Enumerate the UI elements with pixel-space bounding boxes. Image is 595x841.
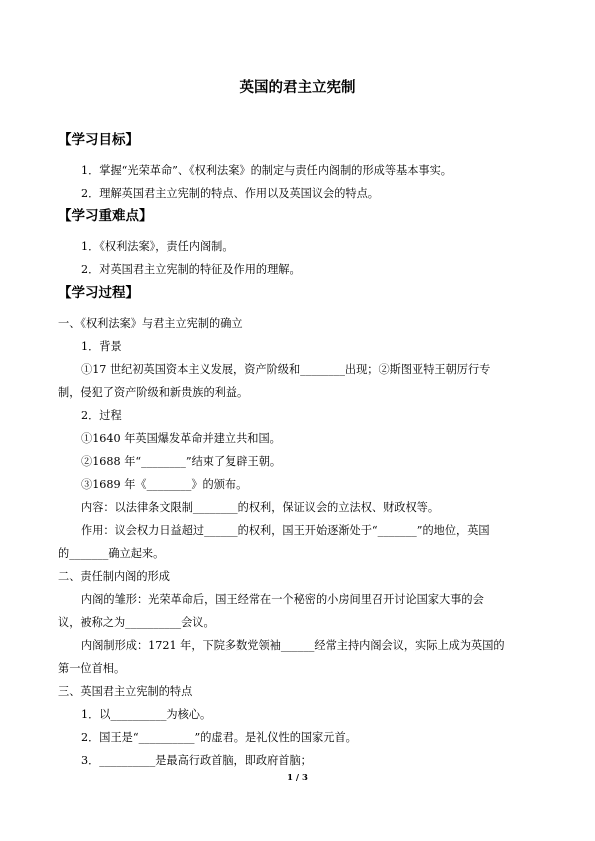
key-point-item-1: 1．《权利法案》，责任内阁制。 (81, 240, 234, 253)
page-number: 1 / 3 (287, 773, 308, 783)
cabinet-formation-line-2: 第一位首相。 (58, 662, 126, 675)
key-point-item-2: 2．对英国君主立宪制的特征及作用的理解。 (81, 263, 301, 276)
page-title: 英国的君主立宪制 (239, 80, 356, 96)
cabinet-origin-line-2: 议，被称之为__________会议。 (58, 616, 215, 629)
bill-content-line: 内容：以法律条文限制________的权利，保证议会的立法权、财政权等。 (81, 501, 440, 514)
bill-effect-line-1: 作用：议会权力日益超过______的权利，国王开始逐渐处于“_______”的地位，英国 (81, 524, 490, 537)
background-text-line-1: ①17 世纪初英国资本主义发展，资产阶级和________出现；②斯图亚特王朝厉行专 (81, 363, 491, 376)
goal-item-1: 1．掌握“光荣革命”、《权利法案》的制定与责任内阁制的形成等基本事实。 (81, 164, 452, 177)
process-step-2: ②1688 年“________”结束了复辟王朝。 (81, 455, 282, 468)
feature-item-1: 1．以__________为核心。 (81, 708, 212, 721)
part3-heading: 三、英国君主立宪制的特点 (58, 685, 193, 698)
process-label: 2．过程 (81, 409, 122, 422)
process-step-1: ①1640 年英国爆发革命并建立共和国。 (81, 432, 281, 445)
process-step-3: ③1689 年《________》的颁布。 (81, 478, 248, 491)
section-heading-goals: 【学习目标】 (58, 132, 139, 148)
bill-effect-line-2: 的_______确立起来。 (58, 547, 165, 560)
cabinet-origin-line-1: 内阁的雏形：光荣革命后，国王经常在一个秘密的小房间里召开讨论国家大事的会 (81, 593, 484, 606)
section-heading-process: 【学习过程】 (58, 285, 139, 301)
background-text-line-2: 制，侵犯了资产阶级和新贵族的利益。 (58, 386, 249, 399)
cabinet-formation-line-1: 内阁制形成：1721 年，下院多数党领袖______经常主持内阁会议，实际上成为英国的 (81, 639, 505, 652)
part1-heading: 一、《权利法案》与君主立宪制的确立 (58, 317, 243, 330)
section-heading-key-points: 【学习重难点】 (58, 208, 153, 224)
part2-heading: 二、责任制内阁的形成 (58, 570, 170, 583)
feature-item-3: 3．__________是最高行政首脑，即政府首脑； (81, 754, 312, 767)
background-label: 1．背景 (81, 340, 122, 353)
feature-item-2: 2．国王是“__________”的虚君。是礼仪性的国家元首。 (81, 731, 357, 744)
goal-item-2: 2．理解英国君主立宪制的特点、作用以及英国议会的特点。 (81, 187, 379, 200)
